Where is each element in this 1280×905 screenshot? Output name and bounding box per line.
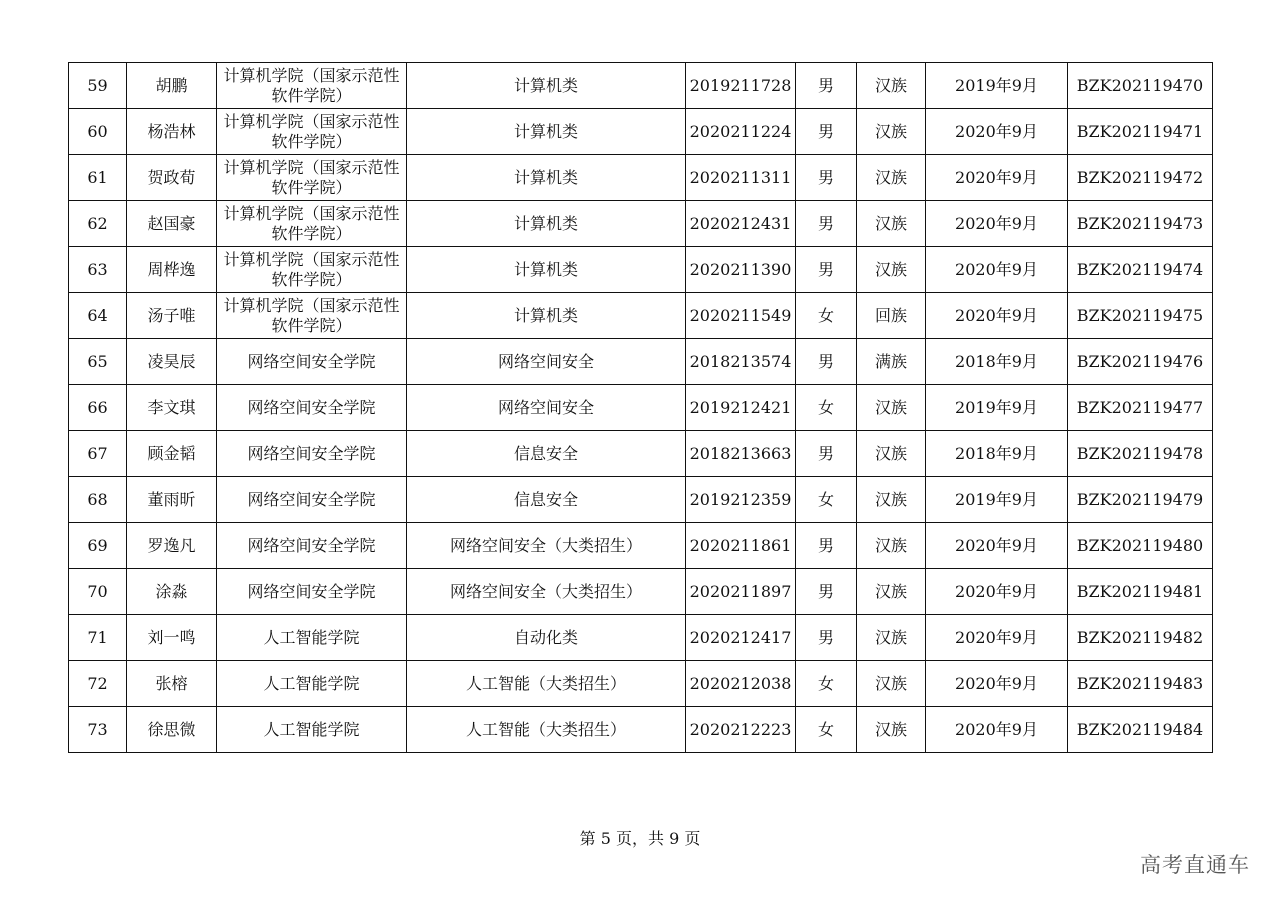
cell-gender: 男 (796, 155, 857, 201)
cell-enroll-date: 2020年9月 (926, 569, 1068, 615)
cell-certificate-no: BZK202119484 (1068, 707, 1213, 753)
cell-gender: 女 (796, 477, 857, 523)
cell-enroll-date: 2020年9月 (926, 293, 1068, 339)
cell-name: 罗逸凡 (127, 523, 217, 569)
cell-gender: 男 (796, 201, 857, 247)
cell-college: 网络空间安全学院 (217, 523, 407, 569)
cell-major: 计算机类 (407, 201, 686, 247)
cell-ethnicity: 汉族 (857, 569, 926, 615)
cell-ethnicity: 回族 (857, 293, 926, 339)
cell-college: 人工智能学院 (217, 615, 407, 661)
cell-certificate-no: BZK202119483 (1068, 661, 1213, 707)
cell-major: 网络空间安全（大类招生） (407, 569, 686, 615)
cell-student-id: 2020212431 (686, 201, 796, 247)
cell-name: 涂淼 (127, 569, 217, 615)
cell-certificate-no: BZK202119472 (1068, 155, 1213, 201)
cell-number: 73 (69, 707, 127, 753)
cell-certificate-no: BZK202119477 (1068, 385, 1213, 431)
cell-number: 65 (69, 339, 127, 385)
page-indicator: 第 5 页，共 9 页 (579, 829, 701, 848)
cell-student-id: 2020212417 (686, 615, 796, 661)
cell-certificate-no: BZK202119480 (1068, 523, 1213, 569)
cell-college: 计算机学院（国家示范性软件学院） (217, 109, 407, 155)
cell-number: 67 (69, 431, 127, 477)
cell-major: 信息安全 (407, 477, 686, 523)
cell-certificate-no: BZK202119482 (1068, 615, 1213, 661)
cell-name: 汤子唯 (127, 293, 217, 339)
cell-number: 59 (69, 63, 127, 109)
cell-gender: 男 (796, 569, 857, 615)
cell-name: 张榕 (127, 661, 217, 707)
cell-ethnicity: 汉族 (857, 247, 926, 293)
cell-major: 人工智能（大类招生） (407, 707, 686, 753)
cell-ethnicity: 汉族 (857, 477, 926, 523)
cell-college: 人工智能学院 (217, 707, 407, 753)
table-row (69, 707, 1213, 753)
cell-ethnicity: 汉族 (857, 431, 926, 477)
cell-college: 计算机学院（国家示范性软件学院） (217, 247, 407, 293)
cell-enroll-date: 2019年9月 (926, 477, 1068, 523)
cell-ethnicity: 汉族 (857, 661, 926, 707)
cell-gender: 男 (796, 63, 857, 109)
cell-name: 刘一鸣 (127, 615, 217, 661)
cell-enroll-date: 2020年9月 (926, 109, 1068, 155)
cell-gender: 女 (796, 293, 857, 339)
cell-major: 计算机类 (407, 63, 686, 109)
table-row (69, 293, 1213, 339)
cell-major: 计算机类 (407, 155, 686, 201)
cell-college: 计算机学院（国家示范性软件学院） (217, 155, 407, 201)
table-body (69, 63, 1213, 753)
cell-enroll-date: 2020年9月 (926, 247, 1068, 293)
cell-enroll-date: 2020年9月 (926, 523, 1068, 569)
cell-number: 63 (69, 247, 127, 293)
cell-student-id: 2020212038 (686, 661, 796, 707)
cell-major: 计算机类 (407, 293, 686, 339)
cell-student-id: 2020211861 (686, 523, 796, 569)
cell-student-id: 2020211390 (686, 247, 796, 293)
cell-name: 李文琪 (127, 385, 217, 431)
cell-enroll-date: 2020年9月 (926, 661, 1068, 707)
cell-gender: 男 (796, 109, 857, 155)
table-row (69, 615, 1213, 661)
cell-number: 64 (69, 293, 127, 339)
student-roster-table (68, 62, 1213, 753)
cell-student-id: 2020211549 (686, 293, 796, 339)
table-row (69, 523, 1213, 569)
cell-enroll-date: 2020年9月 (926, 155, 1068, 201)
cell-certificate-no: BZK202119479 (1068, 477, 1213, 523)
cell-major: 信息安全 (407, 431, 686, 477)
table-row (69, 339, 1213, 385)
cell-name: 董雨昕 (127, 477, 217, 523)
cell-number: 62 (69, 201, 127, 247)
cell-gender: 男 (796, 247, 857, 293)
cell-certificate-no: BZK202119478 (1068, 431, 1213, 477)
table-row (69, 63, 1213, 109)
cell-college: 网络空间安全学院 (217, 385, 407, 431)
cell-gender: 女 (796, 385, 857, 431)
cell-major: 自动化类 (407, 615, 686, 661)
table-row (69, 569, 1213, 615)
cell-certificate-no: BZK202119471 (1068, 109, 1213, 155)
cell-enroll-date: 2020年9月 (926, 707, 1068, 753)
cell-college: 网络空间安全学院 (217, 431, 407, 477)
cell-student-id: 2018213663 (686, 431, 796, 477)
cell-number: 72 (69, 661, 127, 707)
cell-gender: 男 (796, 339, 857, 385)
cell-certificate-no: BZK202119481 (1068, 569, 1213, 615)
cell-gender: 女 (796, 707, 857, 753)
cell-gender: 男 (796, 523, 857, 569)
cell-ethnicity: 汉族 (857, 707, 926, 753)
cell-major: 网络空间安全 (407, 339, 686, 385)
table-row (69, 431, 1213, 477)
cell-certificate-no: BZK202119470 (1068, 63, 1213, 109)
cell-student-id: 2018213574 (686, 339, 796, 385)
table-row (69, 201, 1213, 247)
cell-certificate-no: BZK202119474 (1068, 247, 1213, 293)
cell-enroll-date: 2020年9月 (926, 201, 1068, 247)
cell-name: 周桦逸 (127, 247, 217, 293)
cell-ethnicity: 汉族 (857, 385, 926, 431)
cell-enroll-date: 2019年9月 (926, 385, 1068, 431)
cell-major: 计算机类 (407, 109, 686, 155)
table-row (69, 661, 1213, 707)
cell-enroll-date: 2018年9月 (926, 431, 1068, 477)
cell-student-id: 2019212359 (686, 477, 796, 523)
cell-number: 71 (69, 615, 127, 661)
cell-gender: 男 (796, 431, 857, 477)
cell-number: 60 (69, 109, 127, 155)
cell-name: 徐思微 (127, 707, 217, 753)
cell-name: 赵国豪 (127, 201, 217, 247)
cell-college: 人工智能学院 (217, 661, 407, 707)
table-row (69, 109, 1213, 155)
table-row (69, 247, 1213, 293)
cell-ethnicity: 汉族 (857, 523, 926, 569)
table-row (69, 385, 1213, 431)
cell-college: 计算机学院（国家示范性软件学院） (217, 63, 407, 109)
cell-major: 人工智能（大类招生） (407, 661, 686, 707)
cell-major: 计算机类 (407, 247, 686, 293)
cell-student-id: 2020211224 (686, 109, 796, 155)
table-row (69, 155, 1213, 201)
cell-major: 网络空间安全 (407, 385, 686, 431)
cell-name: 胡鹏 (127, 63, 217, 109)
cell-student-id: 2020211311 (686, 155, 796, 201)
cell-number: 61 (69, 155, 127, 201)
watermark-text: 高考直通车 (1140, 853, 1250, 877)
cell-student-id: 2019211728 (686, 63, 796, 109)
cell-name: 贺政荀 (127, 155, 217, 201)
cell-student-id: 2019212421 (686, 385, 796, 431)
cell-ethnicity: 满族 (857, 339, 926, 385)
cell-college: 网络空间安全学院 (217, 569, 407, 615)
cell-ethnicity: 汉族 (857, 201, 926, 247)
cell-major: 网络空间安全（大类招生） (407, 523, 686, 569)
cell-number: 70 (69, 569, 127, 615)
cell-ethnicity: 汉族 (857, 109, 926, 155)
cell-ethnicity: 汉族 (857, 155, 926, 201)
cell-number: 68 (69, 477, 127, 523)
cell-name: 杨浩林 (127, 109, 217, 155)
cell-enroll-date: 2020年9月 (926, 615, 1068, 661)
cell-certificate-no: BZK202119476 (1068, 339, 1213, 385)
cell-number: 69 (69, 523, 127, 569)
cell-college: 网络空间安全学院 (217, 339, 407, 385)
cell-gender: 男 (796, 615, 857, 661)
cell-student-id: 2020212223 (686, 707, 796, 753)
cell-student-id: 2020211897 (686, 569, 796, 615)
cell-enroll-date: 2018年9月 (926, 339, 1068, 385)
cell-college: 计算机学院（国家示范性软件学院） (217, 293, 407, 339)
cell-ethnicity: 汉族 (857, 615, 926, 661)
cell-certificate-no: BZK202119475 (1068, 293, 1213, 339)
cell-name: 顾金韬 (127, 431, 217, 477)
cell-college: 计算机学院（国家示范性软件学院） (217, 201, 407, 247)
cell-ethnicity: 汉族 (857, 63, 926, 109)
cell-number: 66 (69, 385, 127, 431)
cell-gender: 女 (796, 661, 857, 707)
cell-certificate-no: BZK202119473 (1068, 201, 1213, 247)
table-row (69, 477, 1213, 523)
cell-enroll-date: 2019年9月 (926, 63, 1068, 109)
cell-name: 凌昊辰 (127, 339, 217, 385)
cell-college: 网络空间安全学院 (217, 477, 407, 523)
